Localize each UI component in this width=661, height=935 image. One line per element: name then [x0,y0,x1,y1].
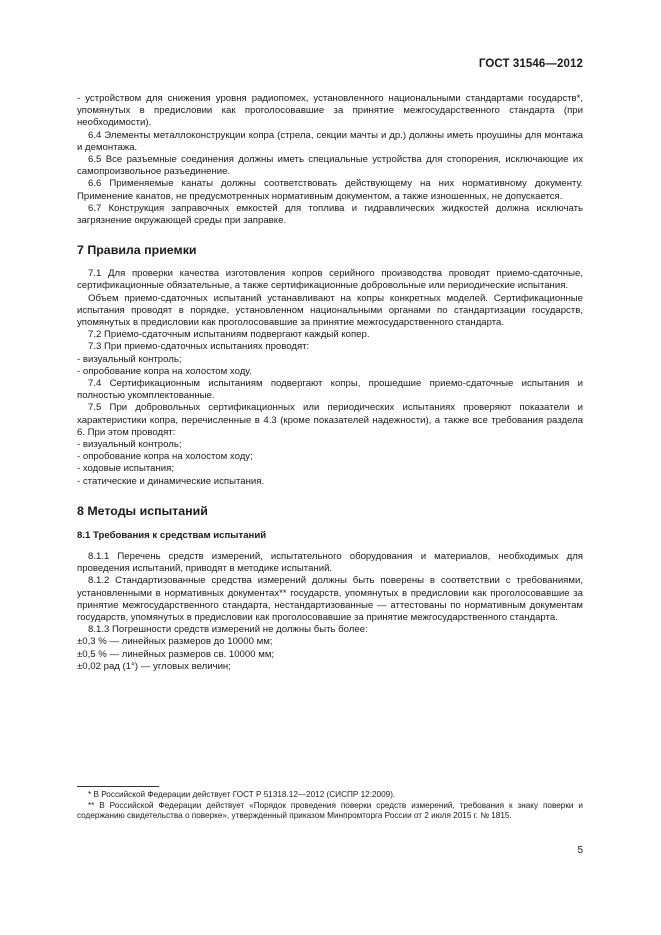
main-content [77,93,583,673]
footnote-divider [77,786,159,787]
paragraph: 8.1.2 Стандартизованные средства измерений должны быть поверены в соответствии с требованиями, установленными в нормативных документах** государств, упомянутых в предисловии как проголосовавшие за принятие межгосударственного стандарта, нестандартизованные — аттестованы по нормативным документам государств, упомянутых в предисловии как проголосовавшие за принятие межгосударственного стандарта. [77,575,583,623]
paragraph: 6.5 Все разъемные соединения должны иметь специальные устройства для стопорения, исключающие их самопроизвольное разъединение. [77,154,583,178]
list-item: ±0,5 % — линейных размеров св. 10000 мм; [77,648,275,660]
subsection-8-1-heading: 8.1 Требования к средствам испытаний [77,529,267,541]
list-item: - ходовые испытания; [77,463,174,475]
paragraph: 6.6 Применяемые канаты должны соответствовать действующему на них нормативному документу. Применение канатов, не предусмотренных нормативным документом, а также изношенных, не допускается. [77,178,583,202]
paragraph: 8.1.1 Перечень средств измерений, испытательного оборудования и материалов, необходимых для проведения испытаний, приводят в методике испытаний. [77,550,583,575]
paragraph: 6.4 Элементы металлоконструкции копра (стрела, секции мачты и др.) должны иметь проушины для монтажа и демонтажа. [77,129,583,153]
list-item: - визуальный контроль; [77,439,182,451]
paragraph: 8.1.3 Погрешности средств измерений не должны быть более: [88,624,368,636]
list-item: - опробование копра на холостом ходу. [77,365,252,377]
paragraph: 7.4 Сертификационным испытаниям подвергают копры, прошедшие приемо-сдаточные испытания и полностью укомплектованные. [77,378,583,402]
footnote: * В Российской Федерации действует ГОСТ Р 51318.12—2012 (СИСПР 12:2009). [88,790,396,799]
paragraph: 6.7 Конструкция заправочных емкостей для топлива и гидравлических жидкостей должна исключать загрязнение окружающей среды при заправке. [77,202,583,227]
paragraph: - устройством для снижения уровня радиопомех, установленного национальными стандартами государств*, упомянутых в предисловии как проголосовавшие за принятие межгосударственного стандарта (при необходимости). [77,93,583,129]
section-7-heading: 7 Правила приемки [77,243,197,258]
list-item: - статические и динамические испытания. [77,475,265,487]
footnotes [77,786,583,822]
paragraph: 7.2 Приемо-сдаточным испытаниям подвергают каждый копер. [88,329,370,341]
paragraph: Объем приемо-сдаточных испытаний устанавливают на копры конкретных моделей. Сертификационные испытания проводят в порядке, установленном национальными органами по стандартизации государств, упомянутых в предисловии как проголосовавшие за принятие межгосударственного стандарта. [77,292,583,329]
list-item: - опробование копра на холостом ходу; [77,451,253,463]
list-item: ±0,02 рад (1°) — угловых величин; [77,660,231,672]
paragraph: 7.3 При приемо-сдаточных испытаниях проводят: [88,341,310,353]
paragraph: 7.5 При добровольных сертификационных или периодических испытаниях проверяют показатели и характеристики копра, перечисленные в 4.3 (кроме показателей надежности), а также все требования раздела 6. При этом проводят: [77,402,583,438]
section-8-heading: 8 Методы испытаний [77,503,208,518]
list-item: - визуальный контроль; [77,353,182,365]
page-number: 5 [577,845,583,856]
list-item: ±0,3 % — линейных размеров до 10000 мм; [77,636,273,648]
footnote: ** В Российской Федерации действует «Порядок проведения поверки средств измерений, требования к знаку поверки и содержанию свидетельства о поверке», утвержденный приказом Минпромторга России от 2 июля 2015 г. № 1815. [77,800,583,821]
paragraph: 7.1 Для проверки качества изготовления копров серийного производства проводят приемо-сдаточные, сертификационные обязательные, а также сертификационные добровольные или периодические испытания. [77,268,583,292]
document-code-header: ГОСТ 31546—2012 [478,58,583,70]
